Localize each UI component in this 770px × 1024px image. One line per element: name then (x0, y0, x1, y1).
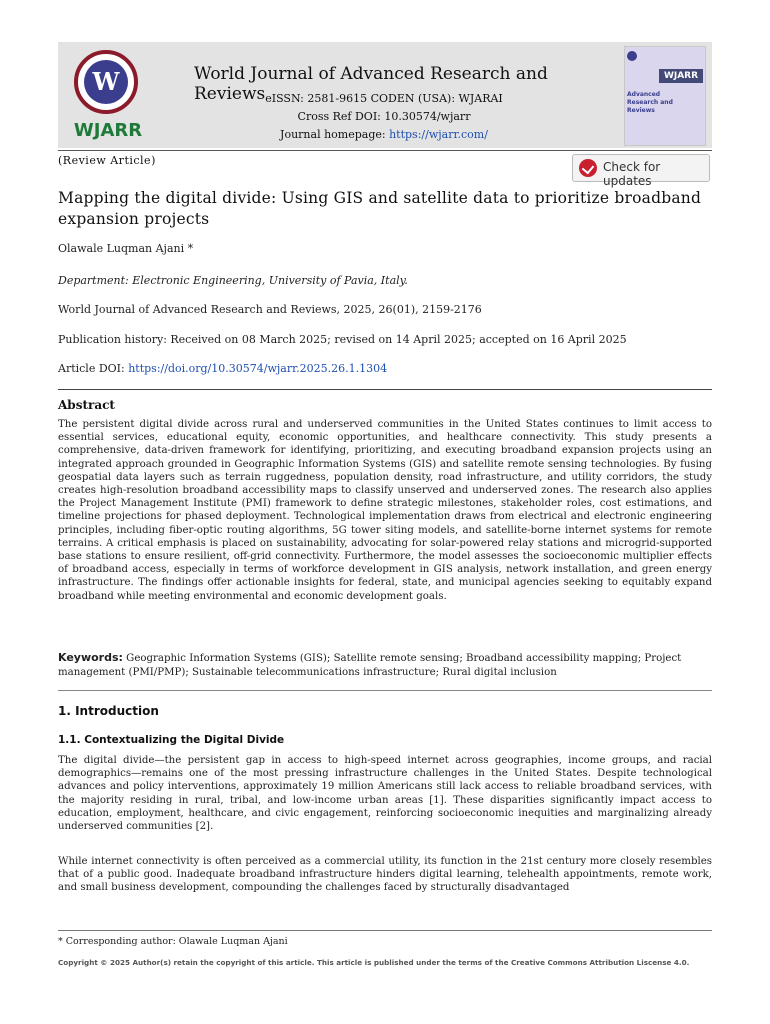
check-updates-icon (579, 159, 597, 177)
keywords-label: Keywords: (58, 651, 123, 664)
logo-ring (74, 50, 138, 114)
check-updates-label: Check for updates (603, 160, 661, 188)
keywords-divider (58, 690, 712, 691)
crossref-line: Cross Ref DOI: 10.30574/wjarr (297, 110, 471, 123)
doi-line (58, 362, 387, 375)
subsection-heading: 1.1. Contextualizing the Digital Divide (58, 734, 285, 746)
cover-emblem-icon (627, 51, 637, 61)
affiliation: Department: Electronic Engineering, University of Pavia, Italy. (58, 274, 408, 287)
journal-logo (68, 48, 148, 146)
doi-label: Article DOI: (58, 362, 129, 375)
header-divider (58, 150, 712, 151)
logo-letter: W (84, 60, 128, 104)
copyright-notice: Copyright © 2025 Author(s) retain the copyright of this article. This article is published under the terms of the Creative Commons Attribution Liscense 4.0. (58, 958, 690, 967)
abstract-heading: Abstract (58, 398, 115, 412)
cover-text: Advanced Research and Reviews (627, 91, 673, 114)
author-line: Olawale Luqman Ajani * (58, 242, 194, 255)
journal-name: World Journal of Advanced Research and Reviews (194, 64, 548, 104)
keywords-text: Geographic Information Systems (GIS); Satellite remote sensing; Broadband accessibility mapping; Project management (PMI/PMP); Sustainable telecommunications infrastructure; Rural digital inclusion (58, 653, 682, 678)
section-heading-introduction: 1. Introduction (58, 704, 159, 718)
intro-paragraph-1: The digital divide—the persistent gap in access to high-speed internet across geographies, income groups, and racial demographics—remains one of the most pressing infrastructure challenges in the United States. Despite technological advances and policy interventions, approximately 19 million Americans still lack access to reliable broadband services, with the majority residing in rural, tribal, and low-income urban areas [1]. These disparities significantly impact access to education, employment, healthcare, and civic engagement, reinforcing socioeconomic inequities and marginalizing already underserved communities [2]. (58, 755, 712, 833)
corresponding-author-note: * Corresponding author: Olawale Luqman Ajani (58, 936, 288, 947)
homepage-label: Journal homepage: (280, 128, 390, 141)
homepage-link[interactable]: https://wjarr.com/ (389, 128, 488, 141)
footnote-divider (58, 930, 712, 931)
issn-line: eISSN: 2581-9615 CODEN (USA): WJARAI (265, 92, 503, 105)
article-title: Mapping the digital divide: Using GIS and satellite data to prioritize broadband expansion projects (58, 189, 702, 228)
abstract-body: The persistent digital divide across rural and underserved communities in the United States continues to limit access to essential services, educational equity, economic opportunities, and healthcare connectivity. This study presents a comprehensive, data-driven framework for identifying, prioritizing, and executing broadband expansion projects using an integrated approach grounded in Geographic Information Systems (GIS) and satellite remote sensing technologies. By fusing geospatial data layers such as terrain ruggedness, population density, road infrastructure, and utility corridors, the study creates high-resolution broadband accessibility maps to classify unserved and underserved zones. The research also applies the Project Management Institute (PMI) framework to define strategic milestones, stakeholder roles, cost estimations, and timeline projections for phased deployment. Technological implementation draws from electrical and electronic engineering principles, including fiber-optic routing algorithms, 5G tower siting models, and satellite-borne internet systems for remote terrains. A critical emphasis is placed on sustainability, advocating for solar-powered relay stations and microgrid-supported base stations to ensure resilient, off-grid connectivity. Furthermore, the model assesses the socioeconomic multiplier effects of broadband access, especially in terms of workforce development in GIS analysis, network installation, and green energy infrastructure. The findings offer actionable insights for federal, state, and municipal agencies seeking to equitably expand broadband while meeting environmental and economic development goals. (58, 419, 712, 602)
citation: World Journal of Advanced Research and Reviews, 2025, 26(01), 2159-2176 (58, 303, 482, 316)
doi-link[interactable]: https://doi.org/10.30574/wjarr.2025.26.1.1304 (128, 362, 388, 375)
intro-paragraph-2: While internet connectivity is often perceived as a commercial utility, its function in the 21st century more closely resembles that of a public good. Inadequate broadband infrastructure hinders digital learning, telehealth appointments, remote work, and small business development, compounding the challenges faced by structurally disadvantaged (58, 856, 712, 894)
journal-cover-thumbnail (624, 46, 706, 146)
cover-badge: WJARR (659, 69, 703, 83)
article-type: (Review Article) (58, 154, 156, 167)
check-for-updates-button[interactable] (572, 154, 710, 188)
homepage-line (194, 128, 574, 141)
logo-text: WJARR (73, 120, 143, 141)
journal-header (58, 42, 712, 148)
publication-history: Publication history: Received on 08 March 2025; revised on 14 April 2025; accepted on 16 April 2025 (58, 333, 627, 346)
keywords (58, 651, 712, 680)
